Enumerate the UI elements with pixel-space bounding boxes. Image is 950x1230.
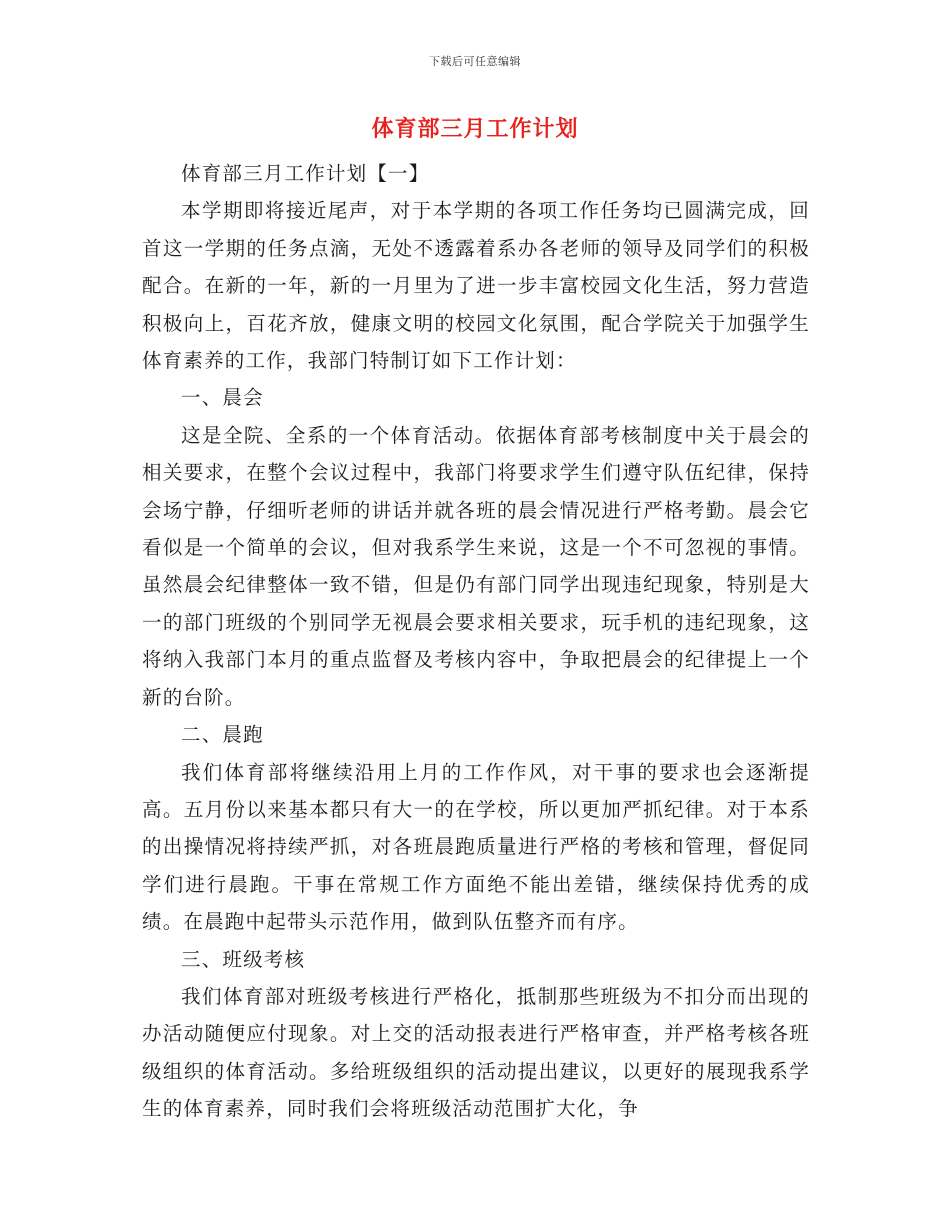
paragraph-class-assessment: 我们体育部对班级考核进行严格化，抵制那些班级为不扣分而出现的办活动随便应付现象。对上交的活动报表进行严格审查，并严格考核各班级组织的体育活动。多给班级组织的活动提出建议，以更好的展现我系学生的体育素养，同时我们会将班级活动范围扩大化，争 <box>142 984 810 1121</box>
paragraph-morning-run: 我们体育部将继续沿用上月的工作作风，对干事的要求也会逐渐提高。五月份以来基本都只有大一的在学校，所以更加严抓纪律。对于本系的出操情况将持续严抓，对各班晨跑质量进行严格的考核和管理，督促同学们进行晨跑。干事在常规工作方面绝不能出差错，继续保持优秀的成绩。在晨跑中起带头示范作用，做到队伍整齐而有序。 <box>142 760 810 934</box>
section-heading-class-assessment: 三、班级考核 <box>181 947 306 971</box>
header-note: 下载后可任意编辑 <box>429 55 521 68</box>
paragraph-subtitle: 体育部三月工作计划【一】 <box>181 162 430 185</box>
section-heading-morning-meeting: 一、晨会 <box>181 386 264 410</box>
paragraph-intro: 本学期即将接近尾声，对于本学期的各项工作任务均已圆满完成，回首这一学期的任务点滴，无处不透露着系办各老师的领导及同学们的积极配合。在新的一年，新的一月里为了进一步丰富校园文化生活，努力营造积极向上，百花齐放，健康文明的校园文化氛围，配合学院关于加强学生体育素养的工作，我部门特制订如下工作计划： <box>142 199 810 373</box>
document-title: 体育部三月工作计划 <box>371 117 579 142</box>
section-heading-morning-run: 二、晨跑 <box>181 723 264 747</box>
paragraph-morning-meeting: 这是全院、全系的一个体育活动。依据体育部考核制度中关于晨会的相关要求，在整个会议过程中，我部门将要求学生们遵守队伍纪律，保持会场宁静，仔细听老师的讲话并就各班的晨会情况进行严格考勤。晨会它看似是一个简单的会议，但对我系学生来说，这是一个不可忽视的事情。虽然晨会纪律整体一致不错，但是仍有部门同学出现违纪现象，特别是大一的部门班级的个别同学无视晨会要求相关要求，玩手机的违纪现象，这将纳入我部门本月的重点监督及考核内容中，争取把晨会的纪律提上一个新的台阶。 <box>142 423 810 709</box>
document-body <box>142 155 810 1128</box>
